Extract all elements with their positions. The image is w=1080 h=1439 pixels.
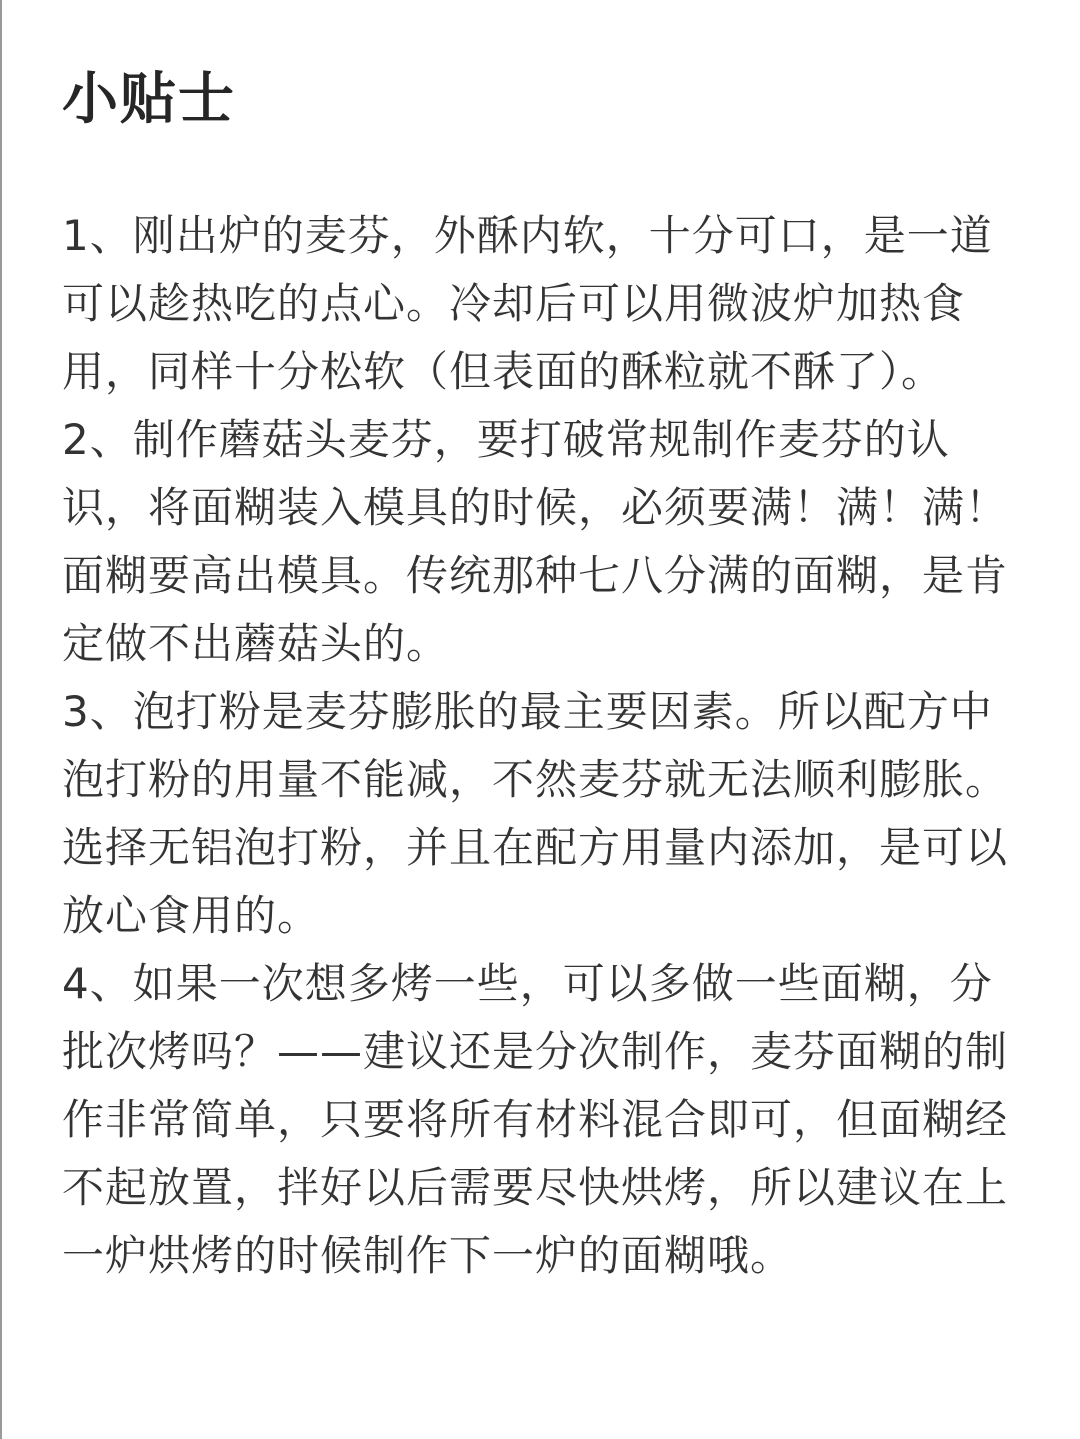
tip-item-2: 2、制作蘑菇头麦芬，要打破常规制作麦芬的认识，将面糊装入模具的时候，必须要满！满！满！面糊要高出模具。传统那种七八分满的面糊，是肯定做不出蘑菇头的。: [62, 415, 1009, 668]
tip-item-1: 1、刚出炉的麦芬，外酥内软，十分可口，是一道可以趁热吃的点心。冷却后可以用微波炉加热食用，同样十分松软（但表面的酥粒就不酥了）。: [62, 211, 993, 396]
tip-item-4: 4、如果一次想多烤一些，可以多做一些面糊，分批次烤吗？——建议还是分次制作，麦芬面糊的制作非常简单，只要将所有材料混合即可，但面糊经不起放置，拌好以后需要尽快烘烤，所以建议在上一炉烘烤的时候制作下一炉的面糊哦。: [62, 959, 1009, 1280]
tips-article: [62, 58, 1012, 1290]
left-edge-divider: [0, 0, 2, 1439]
page-title: 小贴士: [62, 67, 236, 132]
tip-item-3: 3、泡打粉是麦芬膨胀的最主要因素。所以配方中泡打粉的用量不能减，不然麦芬就无法顺利膨胀。选择无铝泡打粉，并且在配方用量内添加，是可以放心食用的。: [62, 687, 1009, 940]
tips-list: [62, 202, 1012, 1290]
